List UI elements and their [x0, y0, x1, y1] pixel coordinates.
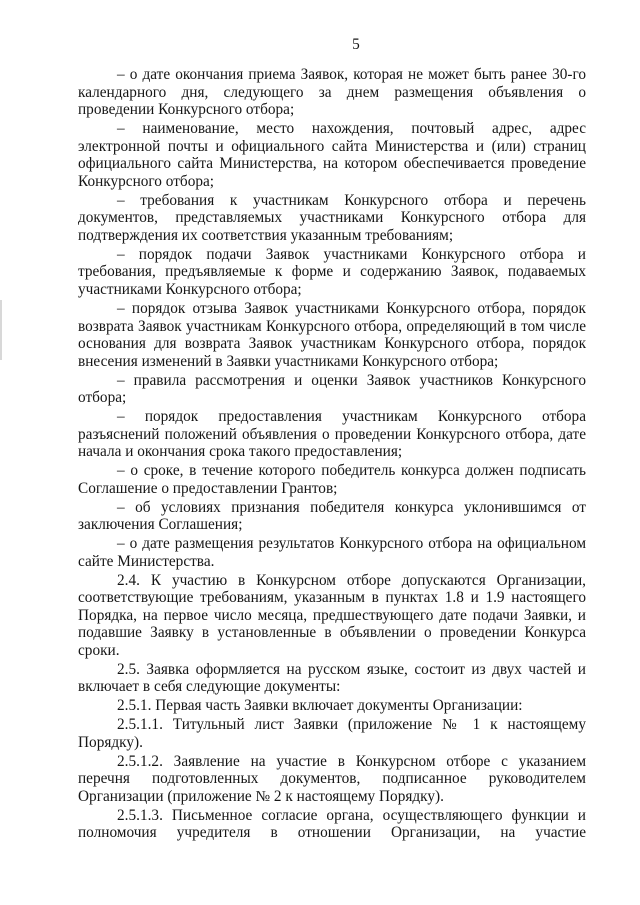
- paragraph: 2.5.1. Первая часть Заявки включает документы Организации:: [117, 697, 523, 715]
- document-body: [78, 66, 586, 843]
- paragraph: – правила рассмотрения и оценки Заявок участников Конкурсного отбора;: [78, 371, 586, 407]
- paragraph: – о дате размещения результатов Конкурсного отбора на официальном сайте Министерства.: [78, 535, 586, 570]
- paragraph: – о сроке, в течение которого победитель конкурса должен подписать Соглашение о предоставлении Грантов;: [78, 462, 586, 497]
- paragraph: – наименование, место нахождения, почтовый адрес, адрес электронной почты и официального сайта Министерства и (или) страниц официального сайта Министерства, на котором обеспечивается проведение Конкурсного отбора;: [78, 120, 586, 190]
- paragraph: – требования к участникам Конкурсного отбора и перечень документов, представляемых участниками Конкурсного отбора для подтверждения их соответствия указанным требованиям;: [78, 191, 586, 244]
- scan-edge-mark: [0, 300, 2, 360]
- paragraph: 2.5.1.2. Заявление на участие в Конкурсном отборе с указанием перечня подготовленных документов, подписанное руководителем Организации (приложение № 2 к настоящему Порядку).: [78, 752, 586, 805]
- paragraph: – порядок предоставления участникам Конкурсного отбора разъяснений положений объявления о проведении Конкурсного отбора, дате начала и окончания срока такого предоставления;: [78, 408, 586, 461]
- paragraph: 2.5.1.3. Письменное согласие органа, осуществляющего функции и полномочия учредителя в отношении Организации, на участие: [78, 806, 586, 842]
- page-number: 5: [352, 36, 360, 53]
- paragraph: – об условиях признания победителя конкурса уклонившимся от заключения Соглашения;: [78, 498, 586, 534]
- paragraph: 2.4. К участию в Конкурсном отборе допускаются Организации, соответствующие требованиям, указанным в пунктах 1.8 и 1.9 настоящего Порядка, на первое число месяца, предшествующего дате подачи Заявки, и подавшие Заявку в установленные в объявлении о проведении Конкурса сроки.: [78, 571, 586, 659]
- paragraph: – порядок подачи Заявок участниками Конкурсного отбора и требования, предъявляемые к форме и содержанию Заявок, подаваемых участниками Конкурсного отбора;: [78, 245, 586, 299]
- paragraph: 2.5.1.1. Титульный лист Заявки (приложение № 1 к настоящему Порядку).: [78, 716, 586, 751]
- paragraph: – о дате окончания приема Заявок, которая не может быть ранее 30-го календарного дня, следующего за днем размещения объявления о проведении Конкурсного отбора;: [78, 66, 586, 119]
- paragraph: – порядок отзыва Заявок участниками Конкурсного отбора, порядок возврата Заявок участникам Конкурсного отбора, определяющий в том числе основания для возврата Заявок участникам Конкурсного отбора, порядок внесения изменений в Заявки участниками Конкурсного отбора;: [78, 299, 586, 370]
- paragraph: 2.5. Заявка оформляется на русском языке, состоит из двух частей и включает в себя следующие документы:: [78, 660, 586, 696]
